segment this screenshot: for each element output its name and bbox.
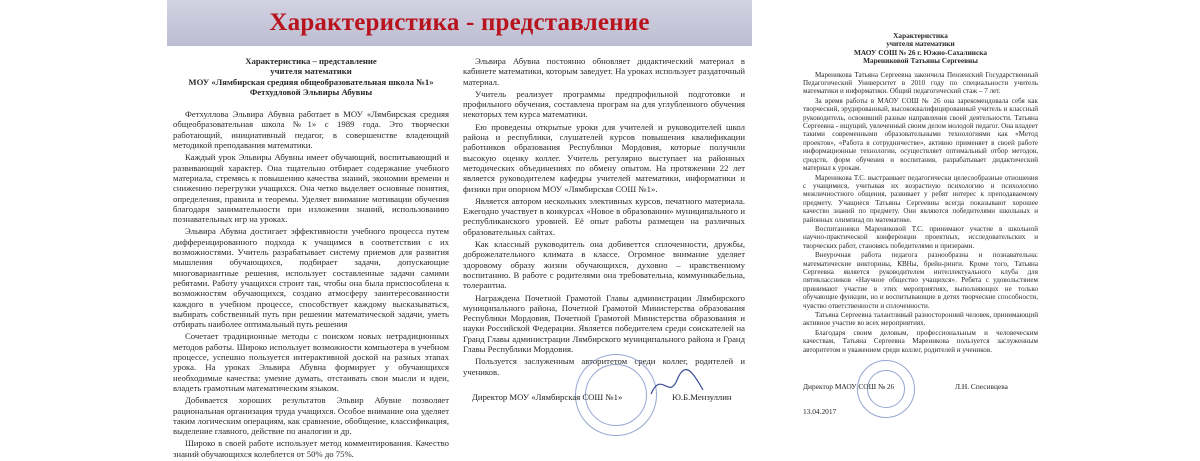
paragraph: Награждена Почетной Грамотой Главы администрации Лямбирского муниципального района, Почетной Грамотой Министерства образования Республики Мордовия, Почетной Грамотой Министерства образования и науки Российской Федерации. Является победителем среди соискателей на Гранд Главы администрации Лямбирского муниципального района и Гранд Главы Республики Мордовия.: [463, 292, 745, 355]
left-document-column-b: [463, 56, 745, 379]
left-document-column-a: [173, 56, 449, 461]
paragraph: Пользуется заслуженным авторитетом среди коллег, родителей и учеников.: [463, 356, 745, 377]
title-banner: [167, 0, 752, 46]
paragraph: Татьяна Сергеевна талантливый разносторонний человек, принимающий активное участие во всех мероприятиях.: [803, 311, 1038, 328]
heading-line: учителя математики: [270, 66, 352, 77]
signer-title: Директор МОУ «Лямбирская СОШ №1»: [472, 392, 623, 402]
paragraph: Каждый урок Эльвиры Абувны имеет обучающий, воспитывающий и развивающий характер. Она тщательно отбирает содержание учебного материала, стремясь к повышению качества знаний, экономии времени и снижению перегрузки учащихся. Она четко выделяет основные понятия, определения, правила и теоремы. Уделяет внимание мотивации обучения благодаря занимательности при изложении знаний, использованию познавательных игр на уроках.: [173, 152, 449, 225]
heading-line: Марениковой Татьяны Сергеевны: [863, 56, 978, 66]
heading-line: Характеристика – представление: [245, 56, 377, 66]
paragraph: Мареникова Т.С. выстраивает педагогически целесообразные отношения с учащимися, учитывая их возрастную психологию и психологию межличностного общения, развивает у ребят интерес к преподаваемому предмету. Учащиеся Татьяны Сергеевны всегда показывают хорошее качество знаний по предмету. Они являются победителями школьных и районных олимпиад по математике.: [803, 173, 1038, 224]
heading-line: Характеристика: [893, 31, 948, 40]
right-document-heading: [803, 32, 1038, 66]
paragraph: Ею проведены открытые уроки для учителей и руководителей школ района и республики, слушателей курсов повышения квалификации работников образования Республики Мордовия, которые получили высокую оценку коллег. Учитель регулярно выступает на районных методических объединениях по обмену опытом. На протяжении 22 лет является руководителем кафедры учителей математики, информатики и физики при опорном МОУ «Лямбирская СОШ №1».: [463, 121, 745, 194]
heading-line: МОУ «Лямбирская средняя общеобразовательная школа №1»: [188, 76, 434, 87]
paragraph: Широко в своей работе использует метод комментирования. Качество знаний обучающихся колеблется от 50% до 75%.: [173, 438, 449, 459]
document-date: 13.04.2017: [803, 407, 837, 416]
banner-title: Характеристика - представление: [269, 9, 650, 36]
paragraph: Мареникова Татьяна Сергеевна закончила Пензенский Государственный Педагогический Университет в 2010 году по специальности учитель математики и информатики. Общий педагогический стаж – 7 лет.: [803, 70, 1038, 96]
left-document: [167, 46, 752, 459]
left-document-heading: [173, 56, 449, 97]
paragraph: Является автором нескольких элективных курсов, печатного материала. Ежегодно участвует в конкурсах «Новое в образовании» муниципального и республиканского уровней. Её опыт работы размещен на различных образовательных сайтах.: [463, 195, 745, 237]
paragraph: Благодаря своим деловым, профессиональным и человеческим качествам, Татьяна Сергеевна Мареникова пользуется заслуженным авторитетом и уважением среди коллег, родителей и учеников.: [803, 328, 1038, 354]
signer-name: Л.Н. Спесивцева: [955, 382, 1008, 391]
paragraph: Как классный руководитель она добиветтся сплоченности, дружбы, доброжелательного климата в классе. Огромное внимание уделяет здоровому образу жизни обучающихся, духовно – нравственному воспитанию. В работе с родителями она требовательна, коммуникабельна, толерантна.: [463, 239, 745, 291]
paragraph: Фетхуллова Эльвира Абувна работает в МОУ «Лямбирская средняя общеобразовательная школа №1» с 1989 года. Это творчески работающий, инициативный педагог, в совершенстве владеющий методикой преподавания математики.: [173, 109, 449, 151]
signer-title: Директор МАОУ СОШ № 26: [803, 382, 895, 391]
paragraph: Учитель реализует программы предпрофильной подготовки и профильного обучения, составлена програм на для углубленного обучения некоторых тем курса математики.: [463, 88, 745, 120]
right-document-body: [803, 32, 1038, 355]
signer-name: Ю.Б.Мензуллин: [672, 392, 732, 402]
paragraph: Внеурочная работа педагога разнообразна и познавательна: математические викторины, КВНы, брейн-ринги. Кроме того, Татьяна Сергеевна является руководителем интеллектуального клуба для пятиклассников «Научное общество учащихся». Ребята с удовольствием принимают участие в этих мероприятиях, выполняющих не только обучающие функции, но и воспитывающие в детях творческие способности, чувство ответственности и сплоченности.: [803, 251, 1038, 310]
heading-line: учителя математики: [886, 39, 955, 49]
heading-line: МАОУ СОШ № 26 г. Южно-Сахалинска: [854, 47, 987, 57]
paragraph: Эльвира Абувна достигает эффективности учебного процесса путем дифференцированного подхода к учащимся в соответствии с их возможностями. Учитель разрабатывает систему приемов для развития мышления обучающихся, подбирает задачи, допускающие многовариантные решения, использует составленные задачи самими ребятами. Работу учащихся строит так, чтобы она была приспособлена к возможностям обучающихся, создано атмосферу заинтересованности каждого в учебном процессе, способствует каждому высказываться, выбирать собственный путь при решении математической задачи, уметь отбирать наиболее оптимальный путь решения: [173, 226, 449, 330]
paragraph: Эльвира Абувна постоянно обновляет дидактический материал в кабинете математики, которым заведует. На уроках использует раздаточный материал.: [463, 56, 745, 87]
paragraph: Сочетает традиционные методы с поиском новых нетрадиционных методов работы. Широко использует возможности компьютера в учебном процессе, успешно пользуется интерактивной доской на разных этапах урока. На уроках Эльвира Абувна формирует у обучающихся необходимые качества: умение думать, отстаивать свои мысли и идеи, владеть грамотным математическим языком.: [173, 331, 449, 393]
right-document: [785, 0, 1050, 450]
paragraph: Воспитанники Марениковой Т.С. принимают участие в школьной научно-практической конференции проектных, исследовательских и творческих работ, становясь победителями и призерами.: [803, 224, 1038, 250]
paragraph: За время работы в МАОУ СОШ № 26 она зарекомендовала себя как творческий, эрудированный, высококвалифицированный учитель и классный руководитель, освоивший разные направления своей деятельности. Татьяна Сергеевна - ищущий, увлеченный своим делом молодой педагог. Она владеет такими современными образовательными технологиями как «Метод проектов», «Работа в сотрудничестве», активно применяет в своей работе информационные технологии, осуществляет оптимальный отбор методов, средств, форм обучения и воспитания, разрабатывает дидактический материал к урокам.: [803, 96, 1038, 173]
paragraph: Добивается хороших результатов Эльвир Абувне позволяет рациональная организация труда учащихся. Особое внимание она уделяет таким логическим операциям, как сравнение, обобщение, классификация, выделение главного, действие по аналогии и др.: [173, 395, 449, 437]
heading-line: Фетхудловой Эльвиры Абувны: [249, 86, 373, 97]
